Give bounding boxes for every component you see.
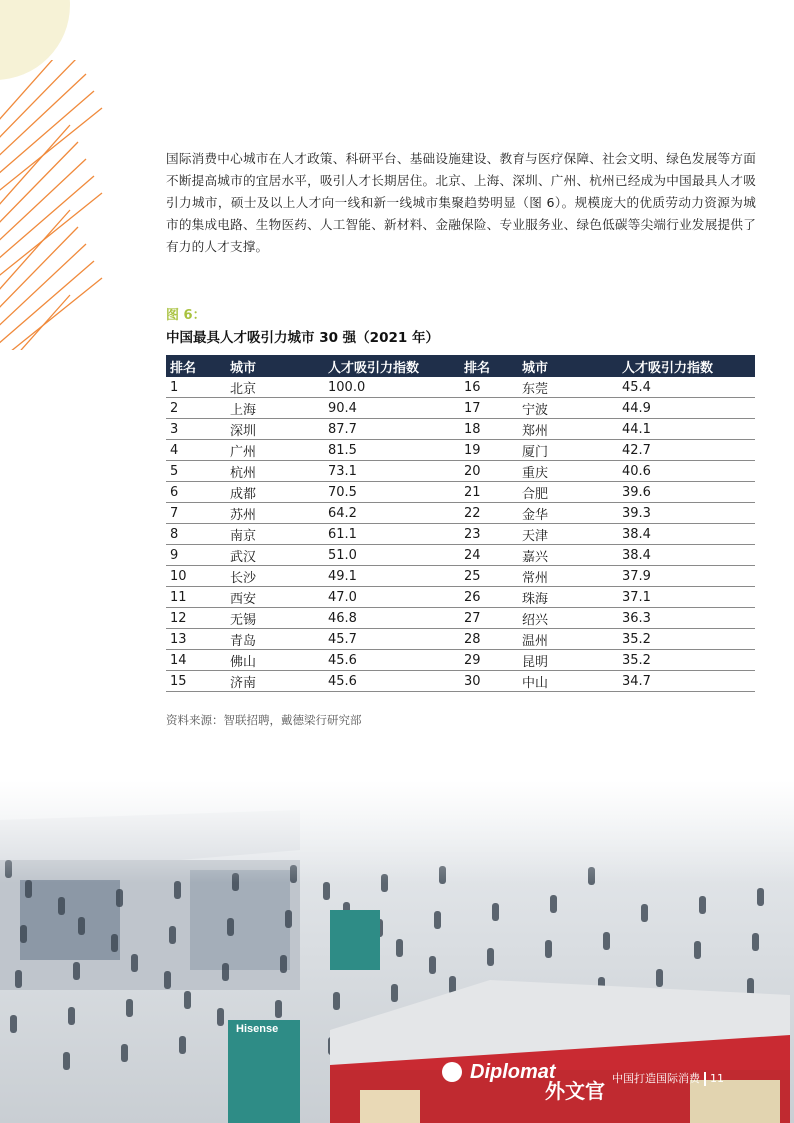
cell-city-2: 中山 [518, 671, 618, 692]
header-rank: 排名 [166, 355, 226, 377]
cell-city: 武汉 [226, 545, 324, 566]
stripe-line [0, 295, 70, 350]
cell-city-2: 宁波 [518, 398, 618, 419]
cell-index: 49.1 [324, 566, 460, 587]
cell-city-2: 常州 [518, 566, 618, 587]
cell-index-2: 34.7 [618, 671, 755, 692]
cell-index-2: 35.2 [618, 650, 755, 671]
cell-index-2: 37.1 [618, 587, 755, 608]
table-row [166, 587, 755, 608]
cell-rank-2: 20 [460, 461, 518, 482]
cell-index: 87.7 [324, 419, 460, 440]
cell-city: 长沙 [226, 566, 324, 587]
cell-index-2: 45.4 [618, 377, 755, 398]
table-row [166, 419, 755, 440]
intro-paragraph: 国际消费中心城市在人才政策、科研平台、基础设施建设、教育与医疗保障、社会文明、绿色发展等方面不断提高城市的宜居水平，吸引人才长期居住。北京、上海、深圳、广州、杭州已经成为中国最具人才吸引力城市，硕士及以上人才向一线和新一线城市集聚趋势明显（图 6）。规模庞大的优质劳动力资源为城市的集成电路、生物医药、人工智能、新材料、金融保险、专业服务业、绿色低碳等尖端行业发展提供了有力的人才支撑。 [166, 151, 756, 254]
figure-title: 中国最具人才吸引力城市 30 强（2021 年） [166, 330, 439, 346]
cell-index: 81.5 [324, 440, 460, 461]
cell-city-2: 温州 [518, 629, 618, 650]
cell-index: 45.7 [324, 629, 460, 650]
cell-rank-2: 19 [460, 440, 518, 461]
cell-rank-2: 23 [460, 524, 518, 545]
stripe-line [0, 159, 86, 249]
table-header-row [166, 355, 755, 377]
cell-index: 45.6 [324, 650, 460, 671]
cell-index-2: 44.9 [618, 398, 755, 419]
cell-rank: 1 [166, 377, 226, 398]
cell-index-2: 42.7 [618, 440, 755, 461]
header-index: 人才吸引力指数 [324, 355, 460, 377]
cell-rank-2: 29 [460, 650, 518, 671]
cell-rank: 7 [166, 503, 226, 524]
cell-index: 73.1 [324, 461, 460, 482]
cell-rank-2: 25 [460, 566, 518, 587]
cell-rank-2: 28 [460, 629, 518, 650]
cell-index-2: 40.6 [618, 461, 755, 482]
cell-index-2: 39.6 [618, 482, 755, 503]
header-index-2: 人才吸引力指数 [618, 355, 755, 377]
cell-index-2: 39.3 [618, 503, 755, 524]
cell-city: 无锡 [226, 608, 324, 629]
cell-city: 苏州 [226, 503, 324, 524]
table-row [166, 566, 755, 587]
cell-rank-2: 17 [460, 398, 518, 419]
cell-rank-2: 30 [460, 671, 518, 692]
page-number: 11 [710, 1072, 724, 1085]
table-row [166, 440, 755, 461]
source-note: 资料来源：智联招聘，戴德梁行研究部 [166, 713, 362, 727]
stripe-line [0, 261, 94, 350]
cell-city-2: 金华 [518, 503, 618, 524]
cell-city-2: 东莞 [518, 377, 618, 398]
table-row [166, 482, 755, 503]
cell-city-2: 嘉兴 [518, 545, 618, 566]
cell-city-2: 重庆 [518, 461, 618, 482]
stripe-line [0, 176, 94, 266]
cell-rank: 5 [166, 461, 226, 482]
stripe-line [0, 60, 70, 130]
cell-rank: 3 [166, 419, 226, 440]
table-row [166, 629, 755, 650]
table-row [166, 608, 755, 629]
cell-rank: 12 [166, 608, 226, 629]
stripe-line [0, 210, 70, 300]
cell-city: 北京 [226, 377, 324, 398]
cell-rank: 9 [166, 545, 226, 566]
cell-city-2: 合肥 [518, 482, 618, 503]
stripe-line [0, 60, 78, 147]
stripe-line [0, 227, 78, 317]
cell-city-2: 郑州 [518, 419, 618, 440]
cell-city-2: 厦门 [518, 440, 618, 461]
footer-divider [704, 1072, 706, 1086]
cell-city-2: 天津 [518, 524, 618, 545]
talent-ranking-table [166, 355, 755, 692]
cell-index: 61.1 [324, 524, 460, 545]
cell-rank-2: 18 [460, 419, 518, 440]
cell-index: 90.4 [324, 398, 460, 419]
stripe-line [0, 74, 86, 164]
cell-city-2: 昆明 [518, 650, 618, 671]
cell-index-2: 38.4 [618, 545, 755, 566]
page-footer [612, 1070, 724, 1086]
cell-city: 成都 [226, 482, 324, 503]
stripe-line [0, 244, 86, 334]
table-row [166, 671, 755, 692]
cell-city: 佛山 [226, 650, 324, 671]
cell-rank: 2 [166, 398, 226, 419]
cell-index: 45.6 [324, 671, 460, 692]
table-row [166, 650, 755, 671]
cell-rank: 6 [166, 482, 226, 503]
cell-index: 64.2 [324, 503, 460, 524]
header-rank-2: 排名 [460, 355, 518, 377]
cell-rank-2: 26 [460, 587, 518, 608]
table-row [166, 503, 755, 524]
cell-city-2: 珠海 [518, 587, 618, 608]
cell-city: 广州 [226, 440, 324, 461]
cell-index-2: 35.2 [618, 629, 755, 650]
footer-text: 中国打造国际消费 [612, 1072, 700, 1085]
cell-index-2: 44.1 [618, 419, 755, 440]
cell-index-2: 36.3 [618, 608, 755, 629]
cell-city: 青岛 [226, 629, 324, 650]
cell-rank-2: 27 [460, 608, 518, 629]
stripe-line [0, 142, 78, 232]
header-city: 城市 [226, 355, 324, 377]
cell-rank: 10 [166, 566, 226, 587]
cell-rank: 4 [166, 440, 226, 461]
table-row [166, 398, 755, 419]
cell-rank-2: 16 [460, 377, 518, 398]
stripe-line [0, 278, 102, 350]
cell-city: 西安 [226, 587, 324, 608]
figure-label: 图 6： [166, 308, 206, 323]
cell-rank-2: 21 [460, 482, 518, 503]
cell-city: 南京 [226, 524, 324, 545]
cell-index: 70.5 [324, 482, 460, 503]
cell-index-2: 38.4 [618, 524, 755, 545]
cell-rank: 8 [166, 524, 226, 545]
cell-rank: 11 [166, 587, 226, 608]
cell-rank: 13 [166, 629, 226, 650]
cell-rank: 14 [166, 650, 226, 671]
header-city-2: 城市 [518, 355, 618, 377]
cell-rank: 15 [166, 671, 226, 692]
stripe-line [0, 125, 70, 215]
cell-city: 上海 [226, 398, 324, 419]
cell-index: 46.8 [324, 608, 460, 629]
cell-index-2: 37.9 [618, 566, 755, 587]
cell-index: 100.0 [324, 377, 460, 398]
cell-index: 51.0 [324, 545, 460, 566]
cell-city-2: 绍兴 [518, 608, 618, 629]
cell-index: 47.0 [324, 587, 460, 608]
table-row [166, 461, 755, 482]
cell-city: 杭州 [226, 461, 324, 482]
table-row [166, 545, 755, 566]
stripe-line [0, 91, 94, 181]
table-row [166, 377, 755, 398]
decorative-stripes [0, 60, 120, 350]
cell-rank-2: 24 [460, 545, 518, 566]
cell-rank-2: 22 [460, 503, 518, 524]
cell-city: 济南 [226, 671, 324, 692]
cell-city: 深圳 [226, 419, 324, 440]
table-row [166, 524, 755, 545]
